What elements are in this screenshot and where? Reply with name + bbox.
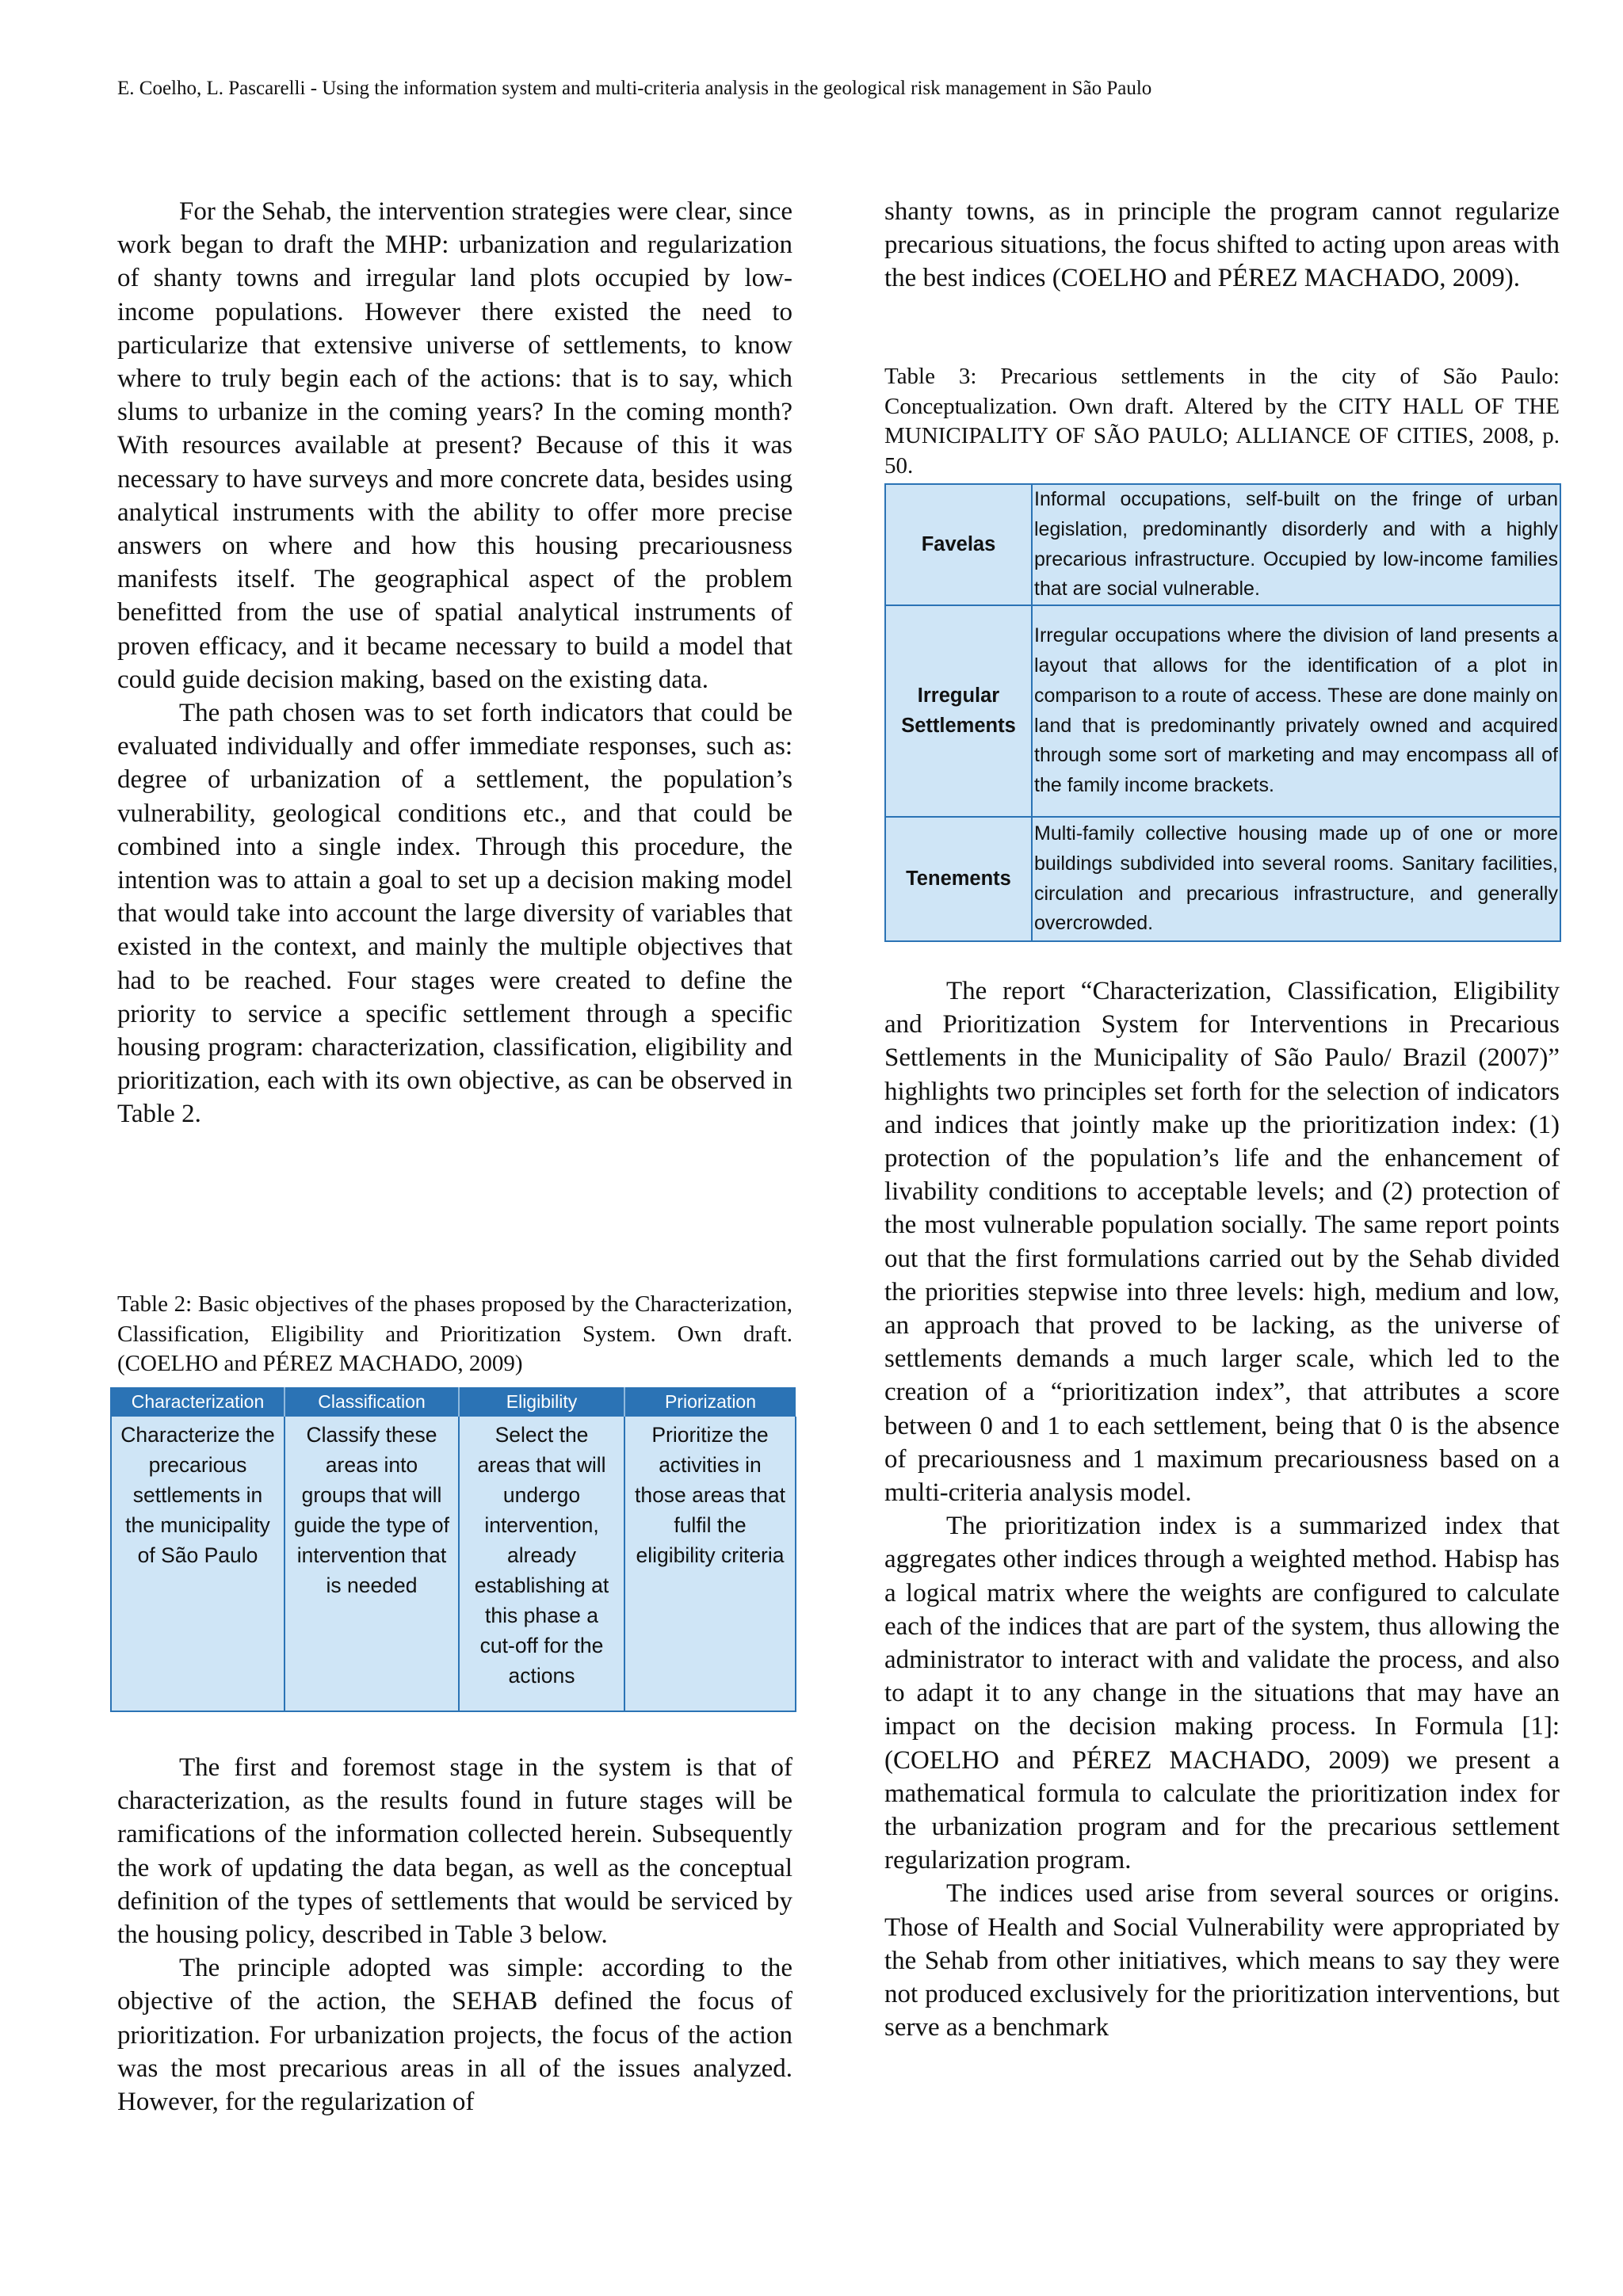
table2-cell-text: Prioritize the activities in those areas that fulfil the eligibility criteria [634,1423,786,1567]
paragraph-report: The report “Characterization, Classification, Eligibility and Prioritization System for Interventions in Precarious Settlements in the Municipality of São Paulo/ Brazil (2007)” highlights two principles set forth for the selection of indicators and indices that jointly make up the prioritization index: (1) protection of the population’s life and the enhancement of livability conditions to acceptable levels; and (2) protection of the most vulnerable population socially. The same report points out that the first formulations carried out by the Sehab divided the priorities stepwise into three levels: high, medium and low, an approach that proved to be lacking, as the universe of settlements demands a much larger scale, which led to the creation of a “prioritization index”, that attributes a score between 0 and 1 to each settlement, being that 0 is the absence of precariousness and 1 maximum precariousness based on a multi-criteria analysis model. [884,977,1560,1508]
left-column-lower [117,1751,792,2119]
table2-cell [285,1417,459,1711]
paragraph-principle: The principle adopted was simple: according to the objective of the action, the SEHAB defined the focus of prioritization. For urbanization projects, the focus of the action was the most precarious areas in all of the issues analyzed. However, for the regularization of [117,1954,792,2117]
table3-label: Irregular Settlements [885,605,1032,817]
table2-cell [459,1417,624,1711]
table2-header-cell: Priorization [624,1387,796,1417]
table3-description: Multi-family collective housing made up of one or more buildings subdivided into several rooms. Sanitary facilities, circulation and precarious infrastructure, and generally overcrowded. [1032,817,1560,941]
paragraph-indices: The indices used arise from several sources or origins. Those of Health and Social Vulnerability were appropriated by the Sehab from other initiatives, which means to say they were not produced exclusively for the prioritization interventions, but serve as a benchmark [884,1879,1560,2042]
paragraph-path-chosen: The path chosen was to set forth indicators that could be evaluated individually and offer immediate responses, such as: degree of urbanization of a settlement, the population’s vulnerability, geological conditions etc., and that could be combined into a single index. Through this procedure, the intention was to attain a goal to set up a decision making model that would take into account the large diversity of variables that existed in the context, and mainly the multiple objectives that had to be reached. Four stages were created to define the priority to service a specific settlement through a specific housing program: characterization, classification, eligibility and prioritization, each with its own objective, as can be observed in Table 2. [117,699,792,1129]
table3-caption: Table 3: Precarious settlements in the city of São Paulo: Conceptualization. Own draft. Altered by the CITY HALL OF THE MUNICIPALITY OF SÃO PAULO; ALLIANCE OF CITIES, 2008, p. 50. [884,364,1560,479]
table2-caption: Table 2: Basic objectives of the phases proposed by the Characterization, Classification, Eligibility and Prioritization System. Own draft. (COELHO and PÉREZ MACHADO, 2009) [117,1291,792,1376]
paragraph-first-stage: The first and foremost stage in the system is that of characterization, as the results found in future stages will be ramifications of the information collected herein. Subsequently the work of updating the data began, as well as the conceptual definition of the types of settlements that would be serviced by the housing policy, described in Table 3 below. [117,1753,792,1950]
table2-cell [624,1417,796,1711]
paragraph-shanty-towns: shanty towns, as in principle the program cannot regularize precarious situations, the focus shifted to acting upon areas with the best indices (COELHO and PÉREZ MACHADO, 2009). [884,197,1560,293]
table3-label: Tenements [885,817,1032,941]
table3-row [885,817,1560,941]
paragraph-sehab-strategies: For the Sehab, the intervention strategies were clear, since work began to draft the MHP: urbanization and regularization of shanty towns and irregular land plots occupied by low-income populations. However there existed the need to particularize that extensive universe of settlements, to know where to truly begin each of the actions: that is to say, which slums to urbanize in the coming years? In the coming month? With resources available at present? Because of this it was necessary to have surveys and more concrete data, besides using analytical instruments with the ability to offer more precise answers on where and how this housing precariousness manifests itself. The geographical aspect of the problem benefitted from the use of spatial analytical instruments of proven efficacy, and it became necessary to build a model that could guide decision making, based on the existing data. [117,197,792,694]
table2-caption-block [117,1290,792,1379]
table2-header-cell: Characterization [111,1387,285,1417]
table3-caption-block [884,362,1560,481]
table3-row [885,605,1560,817]
right-column-upper [884,195,1560,296]
left-column-upper [117,195,792,1131]
table3-description: Irregular occupations where the division of land presents a layout that allows for the identification of a plot in comparison to a route of access. These are done mainly on land that is predominantly privately owned and acquired through some sort of marketing and may encompass all of the family income brackets. [1032,605,1560,817]
table3-label: Favelas [885,484,1032,605]
table2-cell-text: Select the areas that will undergo intervention, already establishing at this phase a cut-off for the actions [474,1423,609,1688]
table2-cell-text: Characterize the precarious settlements in the municipality of São Paulo [120,1423,275,1567]
table2-header-cell: Classification [285,1387,459,1417]
table3-description: Informal occupations, self-built on the fringe of urban legislation, predominantly disorderly and with a highly precarious infrastructure. Occupied by low-income families that are social vulnerable. [1032,484,1560,605]
table2-header-row [111,1387,796,1417]
table-3-settlements [884,483,1561,942]
table2-cell [111,1417,285,1711]
table3-row [885,484,1560,605]
paragraph-prioritization-index: The prioritization index is a summarized index that aggregates other indices through a weighted method. Habisp has a logical matrix where the weights are configured to calculate each of the indices that are part of the system, thus allowing the administrator to interact with and validate the process, and also to adapt it to any change in the situations that may have an impact on the decision making process. In Formula [1]: (COELHO and PÉREZ MACHADO, 2009) we present a mathematical formula to calculate the prioritization index for the urbanization program and for the precarious settlement regularization program. [884,1512,1560,1875]
running-header: E. Coelho, L. Pascarelli - Using the information system and multi-criteria analysis in the geological risk management in São Paulo [117,78,1152,99]
right-column-lower [884,974,1560,2045]
table2-body-row [111,1417,796,1711]
table-2-objectives [110,1387,796,1712]
table2-header-cell: Eligibility [459,1387,624,1417]
table2-cell-text: Classify these areas into groups that will guide the type of intervention that is needed [294,1423,449,1597]
